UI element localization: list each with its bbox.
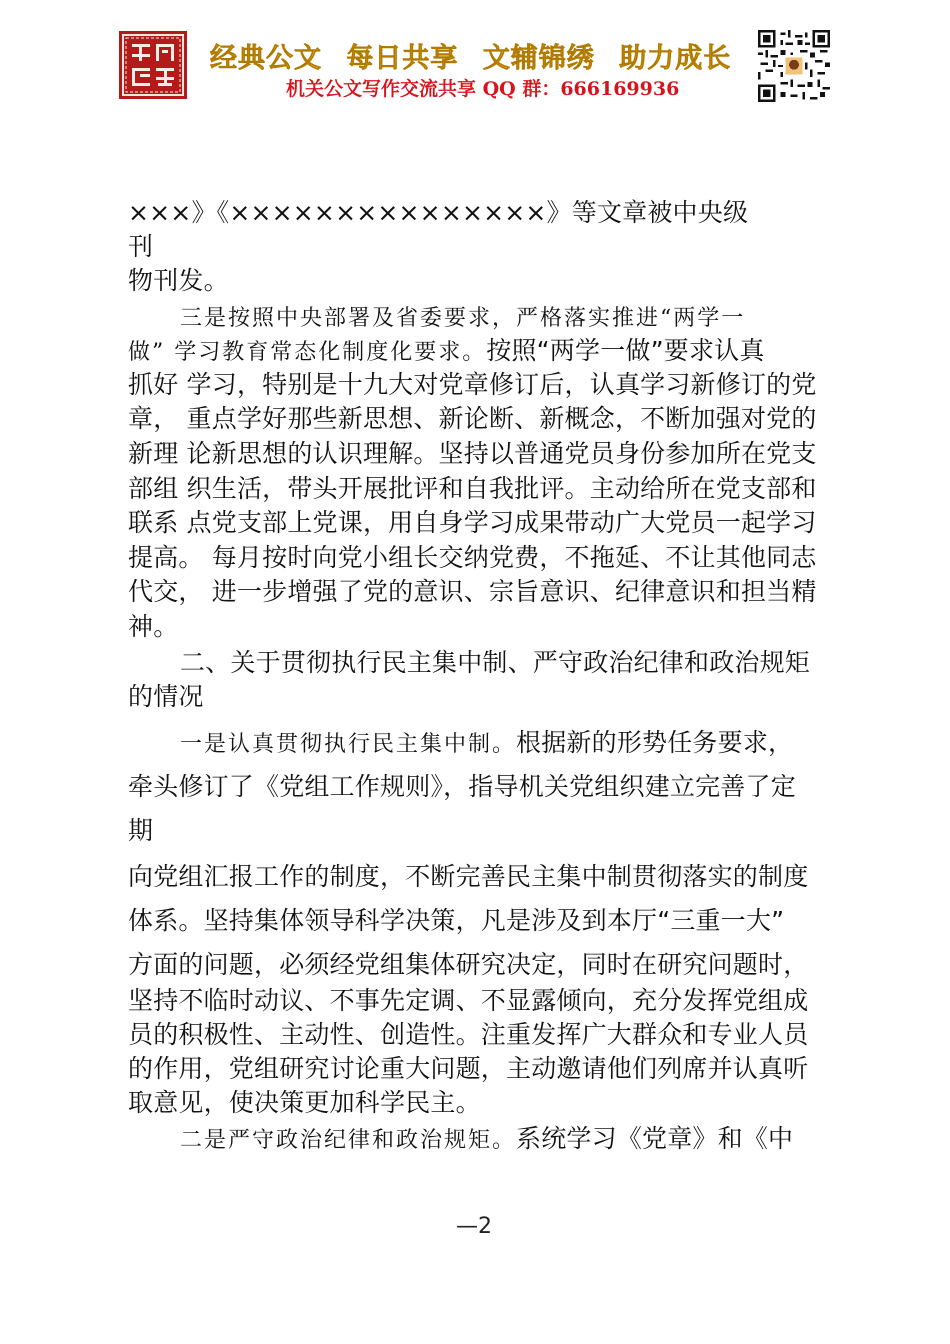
seal-logo-icon	[118, 30, 188, 100]
text-line	[180, 1122, 793, 1158]
text-line: 章， 重点学好那些新思想、新论断、新概念，不断加强对党的	[128, 404, 817, 433]
text-line: 抓好 学习，特别是十九大对党章修订后，认真学习新修订的党	[128, 370, 817, 399]
paragraph-text: 按照“两学一做”要求认真	[486, 336, 765, 365]
section-heading-cont: 的情况	[128, 682, 204, 711]
paragraph-lead: 二是严守政治纪律和政治规矩。	[180, 1128, 517, 1153]
text-line: 新理 论新思想的认识理解。坚持以普通党员身份参加所在党支	[128, 439, 817, 468]
text-line	[128, 334, 765, 370]
text-line	[180, 726, 793, 762]
banner-slogan	[210, 36, 750, 75]
header-banner	[118, 30, 832, 106]
text-line: 牵头修订了《党组工作规则》，指导机关党组织建立完善了定	[128, 772, 796, 801]
text-line: 取意见，使决策更加科学民主。	[128, 1088, 481, 1117]
slogan-1: 经典公文	[210, 43, 322, 74]
text-line: 的作用，党组研究讨论重大问题，主动邀请他们列席并认真听	[128, 1054, 809, 1083]
text-line: 员的积极性、主动性、创造性。注重发挥广大群众和专业人员	[128, 1020, 809, 1049]
text-line: 刊	[128, 232, 154, 261]
paragraph-text: 根据新的形势任务要求，	[516, 728, 794, 757]
text-line: 物刊发。	[128, 266, 229, 295]
text-line: 联系 点党支部上党课，用自身学习成果带动广大党员一起学习	[128, 508, 817, 537]
text-line: 神。	[128, 612, 179, 641]
text-line: ×××》《×××××××××××××××》等文章被中央级	[128, 198, 749, 227]
text-line: 方面的问题，必须经党组集体研究决定，同时在研究问题时，	[128, 950, 809, 979]
text-line: 提高。 每月按时向党小组长交纳党费，不拖延、不让其他同志	[128, 543, 817, 572]
text-line: 向党组汇报工作的制度，不断完善民主集中制贯彻落实的制度	[128, 862, 809, 891]
page-number: —2	[456, 1214, 492, 1239]
text-line: 部组 织生活，带头开展批评和自我批评。主动给所在党支部和	[128, 474, 817, 503]
qr-code-icon[interactable]	[758, 30, 830, 102]
paragraph-lead: 做” 学习教育常态化制度化要求。	[128, 340, 487, 365]
text-line: 体系。坚持集体领导科学决策，凡是涉及到本厅“三重一大”	[128, 906, 785, 935]
slogan-2: 每日共享	[346, 43, 459, 74]
text-line: 代交， 进一步增强了党的意识、宗旨意识、纪律意识和担当精	[128, 577, 817, 606]
text-line: 坚持不临时动议、不事先定调、不显露倾向，充分发挥党组成	[128, 986, 809, 1015]
slogan-3: 文辅锦绣	[482, 43, 595, 74]
qq-group-line: 机关公文写作交流共享 QQ 群：666169936	[286, 78, 680, 100]
paragraph-text: 系统学习《党章》和《中	[516, 1124, 794, 1153]
paragraph-lead: 一是认真贯彻执行民主集中制。	[180, 732, 517, 757]
slogan-4: 助力成长	[619, 43, 732, 74]
text-line	[180, 300, 745, 336]
text-line: 期	[128, 816, 154, 845]
section-heading: 二、关于贯彻执行民主集中制、严守政治纪律和政治规矩	[180, 648, 811, 677]
paragraph-lead: 三是按照中央部署及省委要求，严格落实推进“两学一	[180, 306, 746, 331]
